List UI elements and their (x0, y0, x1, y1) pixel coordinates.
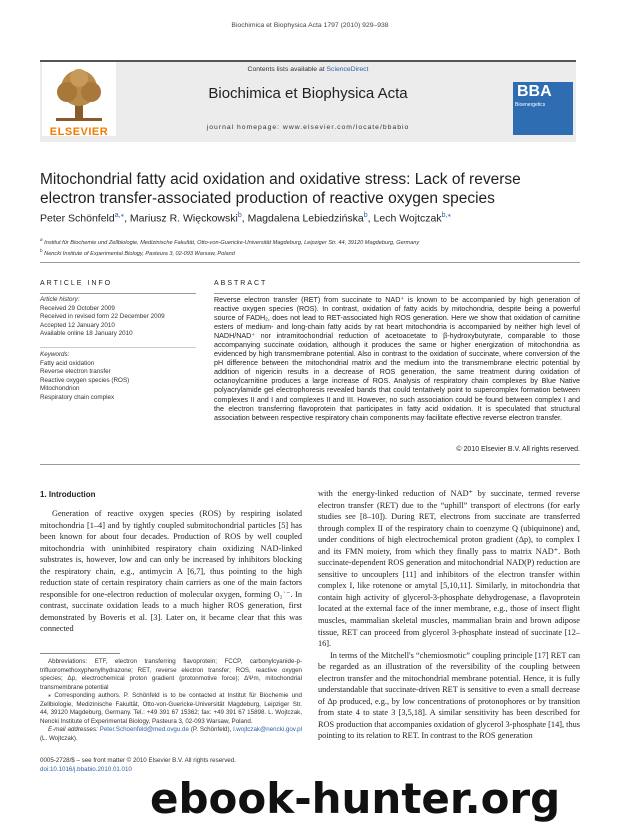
email-link[interactable]: l.wojtczak@nencki.gov.pl (233, 726, 302, 733)
contents-prefix: Contents lists available at (247, 66, 327, 73)
history-item: Received 29 October 2009 (40, 304, 115, 312)
history-item: Accepted 12 January 2010 (40, 321, 115, 329)
abstract-heading: ABSTRACT (214, 280, 268, 287)
affiliations (40, 236, 580, 259)
divider (40, 293, 196, 294)
footnote-divider (40, 653, 120, 654)
history-item: Received in revised form 22 December 2009 (40, 313, 165, 320)
footnotes (40, 658, 302, 743)
history-label: Article history: (40, 296, 80, 303)
copyright-line: © 2010 Elsevier B.V. All rights reserved. (456, 446, 580, 453)
doi-link[interactable]: doi:10.1016/j.bbabio.2010.01.010 (40, 765, 132, 773)
journal-citation-line: Biochimica et Biophysica Acta 1797 (2010) 929–938 (231, 22, 389, 29)
contents-available-line (190, 66, 426, 73)
author-name: Peter Schönfeld (40, 212, 115, 225)
body-paragraph: with the energy-linked reduction of NAD⁺ by succinate, termed reverse electron transfer (RET) due to the “uphill” transport of electrons (for early studies see [8–10]). During RET, electrons from succinate are transferred through complex II of the respiratory chain to coenzyme Q (ubiquinone) and, under conditions of high electrochemical proton gradient (Δp), to complex I and its FMN moiety, from which they finally pass to matrix NAD⁺. Both succinate-dependent ROS generation and mitochondrial NAD(P) reduction are sensitive to uncouplers [11] and inhibitors of the electron transfer within complex I, like rotenone or amytal [5,10,11]. Similarly, in mitochondria that contain high activity of glycerol-3-phosphate dehydrogenase, a flavoprotein located at the external face of the inner membrane, e.g., those of insect flight muscles, mammalian skeletal muscles, mammalian brain and brown adipose tissue, RET can proceed from glycerol 3-phosphate instead of succinate [12–16]. (318, 489, 580, 649)
article-history (40, 296, 200, 339)
divider (40, 464, 580, 465)
keyword-item: Reactive oxygen species (ROS) (40, 376, 130, 384)
affiliation-marker: b (40, 248, 43, 254)
divider (214, 293, 580, 294)
abbreviations-footnote: Abbreviations: ETF, electron transferring flavoprotein; FCCP, carbonylcyanide-p-trifluoromethoxyphenylhydrazone; RET, reverse electron transfer; ROS, reactive oxygen species; Δp, electrochemical proton gradient (protonmotive force); ΔΨm, mitochondrial transmembrane potential (40, 658, 302, 691)
affiliation-marker: a (40, 237, 43, 242)
email-owner: (L. Wojtczak). (40, 734, 78, 742)
cover-subtitle: Bioenergetics (515, 102, 546, 108)
affiliation-item (40, 247, 580, 258)
journal-homepage-link[interactable]: journal homepage: www.elsevier.com/locate/bbabio (206, 124, 410, 131)
article-title: Mitochondrial fatty acid oxidation and oxidative stress: Lack of reverse electron transfer-associated production of reactive oxygen species (40, 171, 521, 207)
affiliation-item (40, 236, 580, 247)
affiliation-text: Nencki Institute of Experimental Biology, Pasteura 3, 02-093 Warsaw, Poland (42, 251, 235, 258)
author-affiliation-marker[interactable]: b,⁎ (441, 212, 451, 219)
issn-line: 0005-2728/$ – see front matter © 2010 Elsevier B.V. All rights reserved. (40, 757, 236, 764)
keywords-label: Keywords: (40, 351, 70, 358)
keyword-item: Reverse electron transfer (40, 368, 111, 375)
watermark: ebook-hunter.org (150, 774, 561, 823)
author-affiliation-marker[interactable]: b (363, 212, 368, 219)
keyword-item: Respiratory chain complex (40, 393, 115, 401)
author-name: Mariusz R. Więckowski (129, 212, 238, 225)
divider (40, 262, 580, 263)
cover-title: BBA (517, 83, 552, 100)
journal-cover-thumbnail (513, 82, 573, 135)
elsevier-wordmark: ELSEVIER (49, 126, 109, 138)
keyword-item: Fatty acid oxidation (40, 359, 95, 367)
author-affiliation-marker[interactable]: a,⁎ (114, 212, 125, 219)
author-name: Magdalena Lebiedzińska (247, 212, 364, 225)
body-paragraph: In terms of the Mitchell's “chemiosmotic” coupling principle [17] RET can be regarded as an illustration of the reversibility of the coupling between electron transfer and the mitochondrial membrane potential. Hence, it is fully understandable that succinate-driven RET is sensitive to even a small decrease of Δp produced, e.g., by low concentrations of protonophores or by transition from state 4 to state 3 [3,5,18]. A similar sensitivity has been described for ROS production that accompanies oxidation of glycerol 3-phosphate [14], thus pointing to its relation to RET. In contrast to the ROS generation (318, 650, 580, 741)
body-column-left (40, 508, 302, 635)
keywords (40, 351, 200, 402)
affiliation-text: Institut für Biochemie und Zellbiologie, Medizinische Fakultät, Otto-von-Guericke-Universität Magdeburg, Leipziger Str. 44, 39120 Magdeburg, Germany (42, 239, 420, 246)
section-heading-introduction: 1. Introduction (40, 490, 96, 499)
keyword-item: Mitochondrion (40, 385, 80, 392)
abstract-text: Reverse electron transfer (RET) from succinate to NAD⁺ is known to be accompanied by high generation of reactive oxygen species (ROS). In contrast, oxidation of fatty acids by mitochondria, despite being a powerful source of FADH₂, does not lead to RET-associated high ROS generation. Here we show that oxidation of carnitine esters of medium- and long-chain fatty acids by rat heart mitochondria is accompanied by neither high level of NADH/NAD⁺ nor intramitochondrial reduction of acetoacetate to β-hydroxybutyrate, comparable to those accompanying succinate oxidation, although it produces the same or higher energization of mitochondria as evidenced by high transmembrane potential. Also in contrast to the oxidation of succinate, where conversion of the pH difference between the mitochondrial matrix and the medium into the transmembrane electric potential by addition of nigericin results in a decrease of ROS generation, the same treatment during oxidation of octanoylcarnitine produces a large increase of ROS. Analysis of respiratory chain complexes by Blue Native polyacrylamide gel electrophoresis revealed bands that could tentatively point to supercomplex formation between complexes II and I and complexes II and III. However, no such association could be found between complex I and the electron transferring flavoprotein that participates in fatty acid oxidation. It is speculated that structural association between respective respiratory chain components may facilitate effective reverse electron transfer. (214, 296, 580, 422)
correspondence-footnote: ⁎ Corresponding authors. P. Schönfeld is to be contacted at Institut für Biochemie und Zellbiologie, Medizinische Fakultät, Otto-von-Guericke-Universität Magdeburg, Leipziger Str. 44, 39120 Magdeburg, Germany. Tel.: +49 391 67 15362; fax: +49 391 67 15898. L. Wojtczak, Nencki Institute of Experimental Biology, Pasteura 3, 02-093 Warsaw, Poland. (40, 692, 302, 725)
author-affiliation-marker[interactable]: b (237, 212, 242, 219)
author-name: Lech Wojtczak (373, 212, 442, 225)
history-item: Available online 18 January 2010 (40, 330, 133, 337)
divider (40, 347, 196, 348)
email-label: E-mail addresses: (48, 726, 100, 733)
journal-title: Biochimica et Biophysica Acta (208, 85, 408, 102)
sciencedirect-link[interactable]: ScienceDirect (326, 66, 369, 73)
issn-doi-block (40, 757, 302, 774)
email-link[interactable]: Peter.Schoenfeld@med.ovgu.de (99, 726, 189, 733)
elsevier-tree-logo (42, 62, 116, 136)
author-list: Peter Schönfeld$^{a,⁎}$, Mariusz R. Więckowski$^b$, Magdalena Lebiedzińska$^b$, Lech Wojtczak$^{b,⁎}$ (40, 212, 451, 225)
article-info-heading: ARTICLE INFO (40, 280, 113, 287)
email-footnote (40, 726, 302, 743)
body-paragraph: Generation of reactive oxygen species (ROS) by respiring isolated mitochondria [1–4] and by tightly coupled submitochondrial particles [5] has been known for about four decades. Production of ROS by well coupled mitochondria with uninhibited respiratory chain oxidizing NAD-linked substrates is, however, low and can only be increased by inhibitors blocking the respiratory chain, e.g., antimycin A [6,7], thus pointing to the high reduction state of certain respiratory chain carriers as one of the main factors responsible for one-electron reduction of molecular oxygen, forming O₂˙⁻. In contrast, succinate oxidation leads to a much higher ROS generation, first demonstrated by Boveris et al. [3]. Later on, it became clear that this was connected (40, 509, 302, 634)
body-column-right (318, 488, 580, 742)
email-owner: (P. Schönfeld), (188, 726, 232, 733)
